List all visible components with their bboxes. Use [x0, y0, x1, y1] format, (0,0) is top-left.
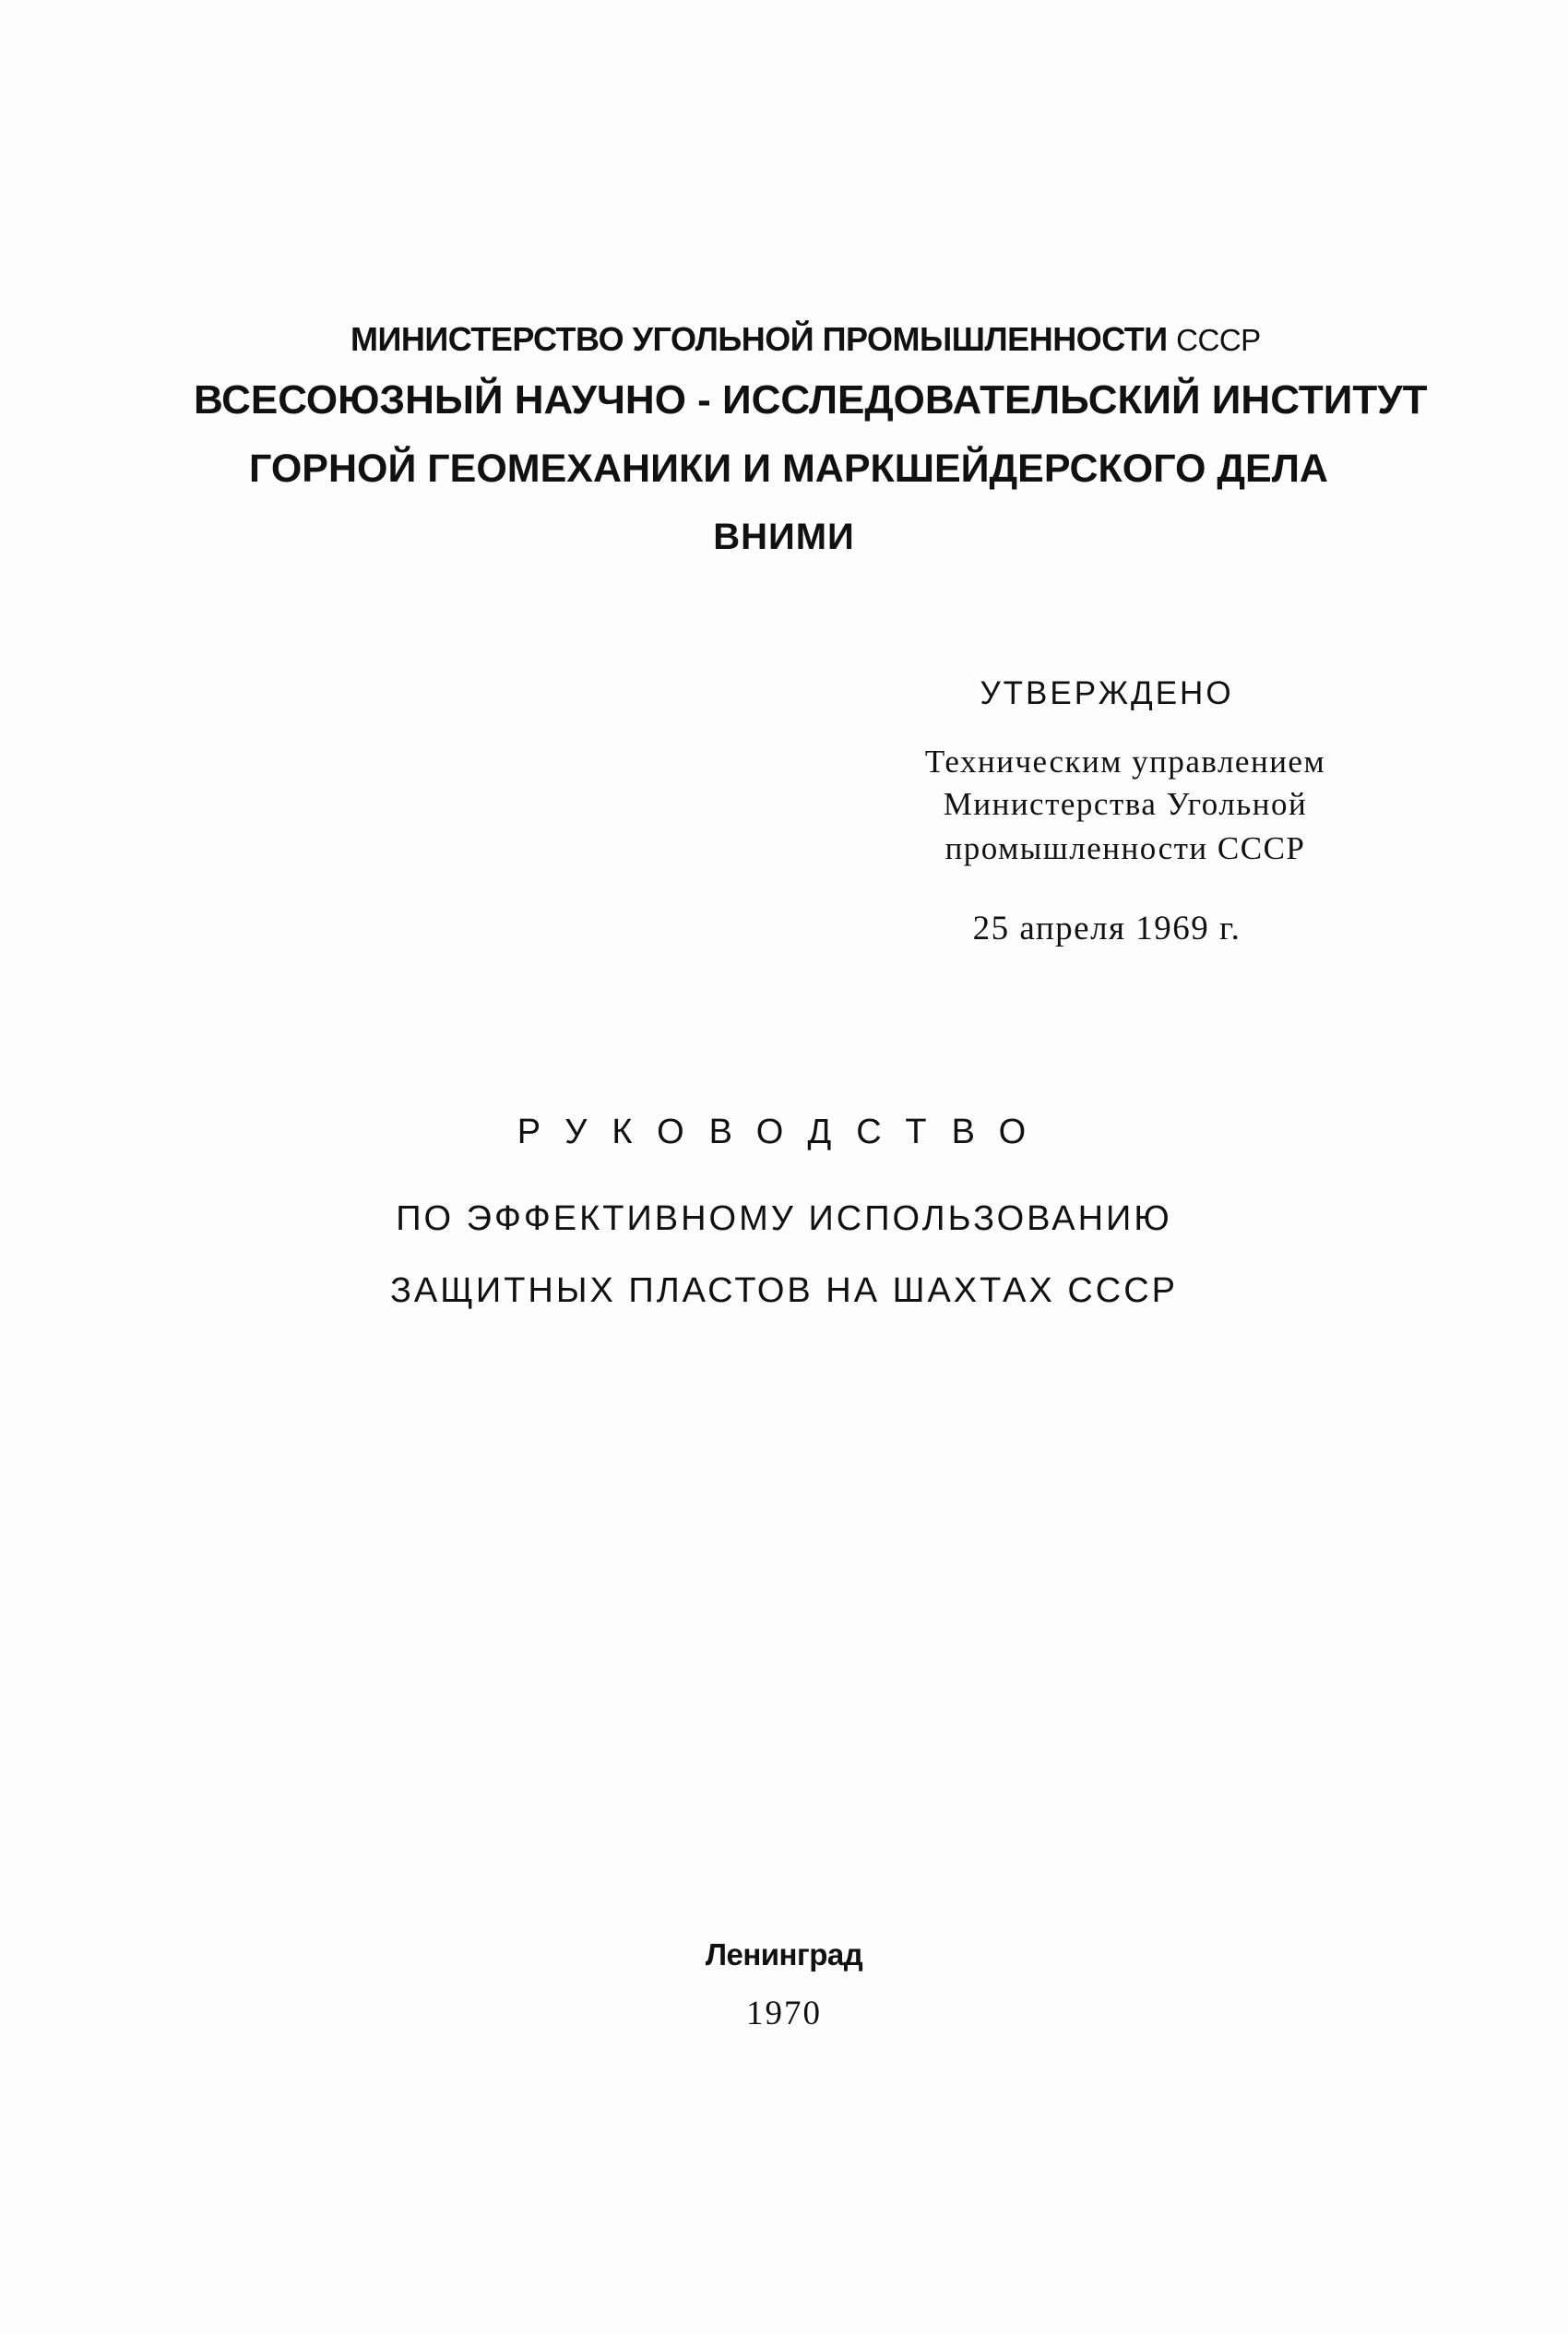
approval-date: 25 апреля 1969 г.	[972, 910, 1241, 947]
publication-year: 1970	[746, 1995, 822, 2032]
ministry-name	[350, 320, 1261, 358]
ministry-title: МИНИСТЕРСТВО УГОЛЬНОЙ ПРОМЫШЛЕННОСТИ	[350, 320, 1168, 358]
approval-by-line-3: промышленности СССР	[944, 830, 1306, 866]
ministry-country: СССР	[1176, 323, 1261, 357]
approval-by-line-2: Министерства Угольной	[943, 786, 1308, 822]
document-subtitle-line-2: ЗАЩИТНЫХ ПЛАСТОВ НА ШАХТАХ СССР	[389, 1271, 1179, 1310]
approval-by-line-1: Техническим управлением	[924, 744, 1326, 780]
publication-city: Ленинград	[705, 1937, 863, 1972]
institute-name-line-1: ВСЕСОЮЗНЫЙ НАУЧНО - ИССЛЕДОВАТЕЛЬСКИЙ ИНСТИТУТ	[194, 377, 1428, 423]
document-title: РУКОВОДСТВО	[517, 1113, 1051, 1151]
institute-name-line-2: ГОРНОЙ ГЕОМЕХАНИКИ И МАРКШЕЙДЕРСКОГО ДЕЛА	[249, 447, 1328, 491]
document-subtitle-line-1: ПО ЭФФЕКТИВНОМУ ИСПОЛЬЗОВАНИЮ	[396, 1199, 1172, 1238]
approval-title: УТВЕРЖДЕНО	[980, 675, 1234, 711]
institute-abbreviation: ВНИМИ	[713, 517, 855, 557]
